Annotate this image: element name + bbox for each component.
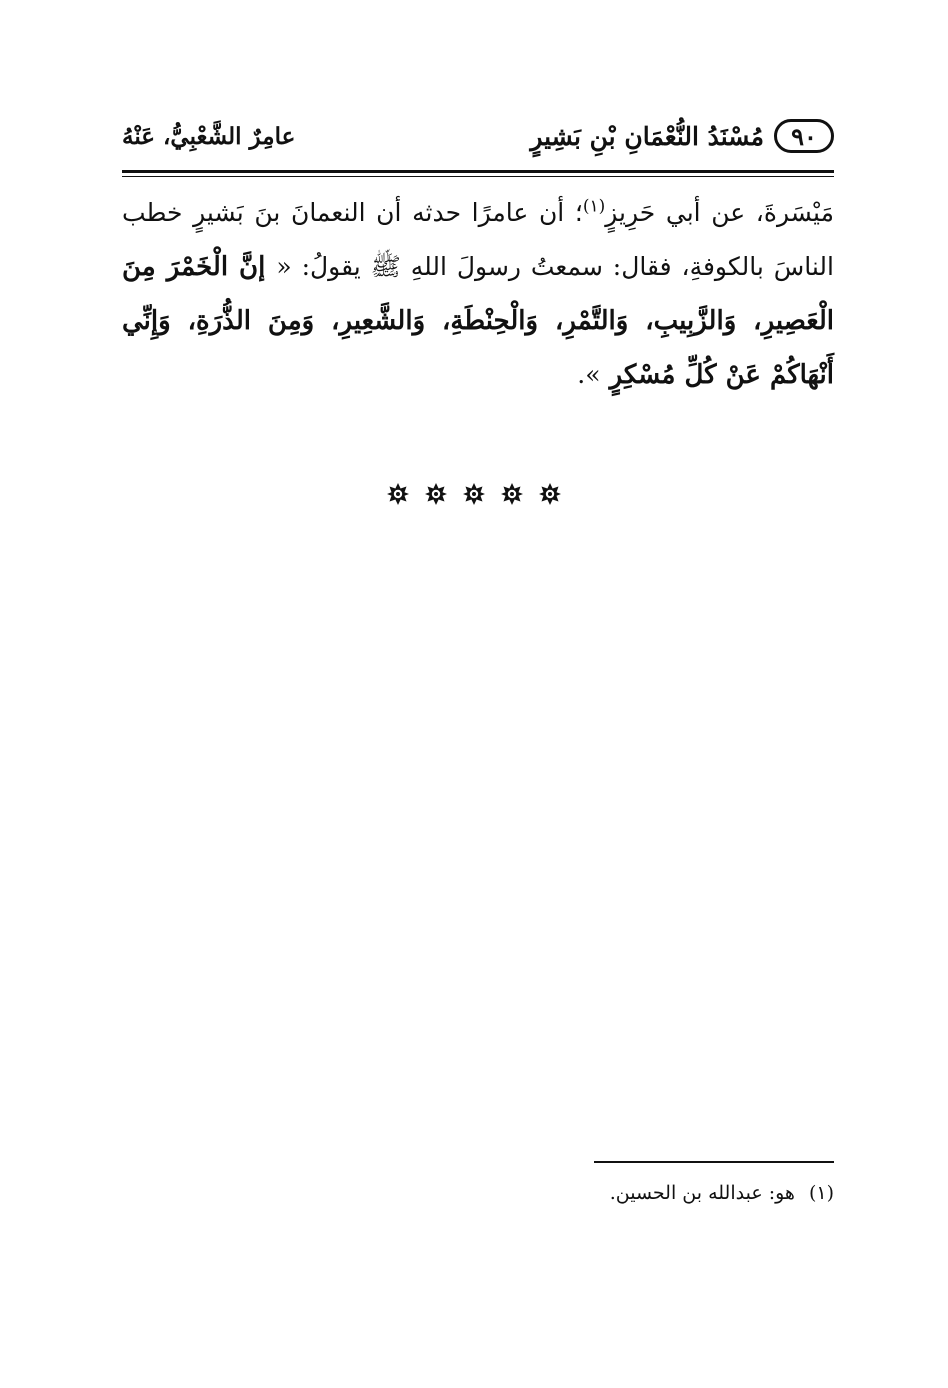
header-rule-thin — [122, 176, 834, 177]
page-header — [122, 112, 834, 160]
star-ornament-icon — [462, 482, 486, 506]
section-title: عامِرٌ الشَّعْبِيُّ، عَنْهُ — [122, 122, 296, 150]
footnote-reference[interactable]: (١) — [582, 196, 606, 217]
header-rule-thick — [122, 170, 834, 173]
page-number: ٩٠ — [774, 119, 834, 153]
star-ornament-icon — [538, 482, 562, 506]
header-right — [530, 119, 834, 153]
main-text — [122, 186, 834, 402]
footnote-number: (١) — [808, 1182, 834, 1204]
hadith-text: إنَّ الْخَمْرَ مِنَ الْعَصِيرِ، وَالزَّبِيبِ، وَالتَّمْرِ، وَالْحِنْطَةِ، وَالشَّعِيرِ، وَمِنَ الذُّرَةِ، وَإِنِّي أَنْهَاكُمْ عَنْ كُلِّ مُسْكِرٍ — [122, 252, 834, 390]
footnote-text: هو: عبدالله بن الحسين. — [609, 1182, 795, 1204]
star-ornament-icon — [424, 482, 448, 506]
footnote-separator — [594, 1161, 834, 1163]
footnote — [122, 1176, 834, 1210]
text-segment-1: مَيْسَرةَ، عن أبي حَرِيزٍ — [605, 198, 834, 227]
star-ornament-icon — [386, 482, 410, 506]
star-ornament-icon — [500, 482, 524, 506]
text-segment-2: ؛ أن عامرًا حدثه أن النعمانَ بنَ بَشيرٍ خطب الناسَ بالكوفةِ، فقال: سمعتُ رسولَ اللهِ ﷺ يقولُ: « — [122, 198, 834, 281]
text-segment-3: ». — [577, 360, 601, 389]
section-divider — [0, 482, 948, 516]
running-title: مُسْنَدُ النُّعْمَانِ بْنِ بَشِيرٍ — [530, 121, 764, 151]
